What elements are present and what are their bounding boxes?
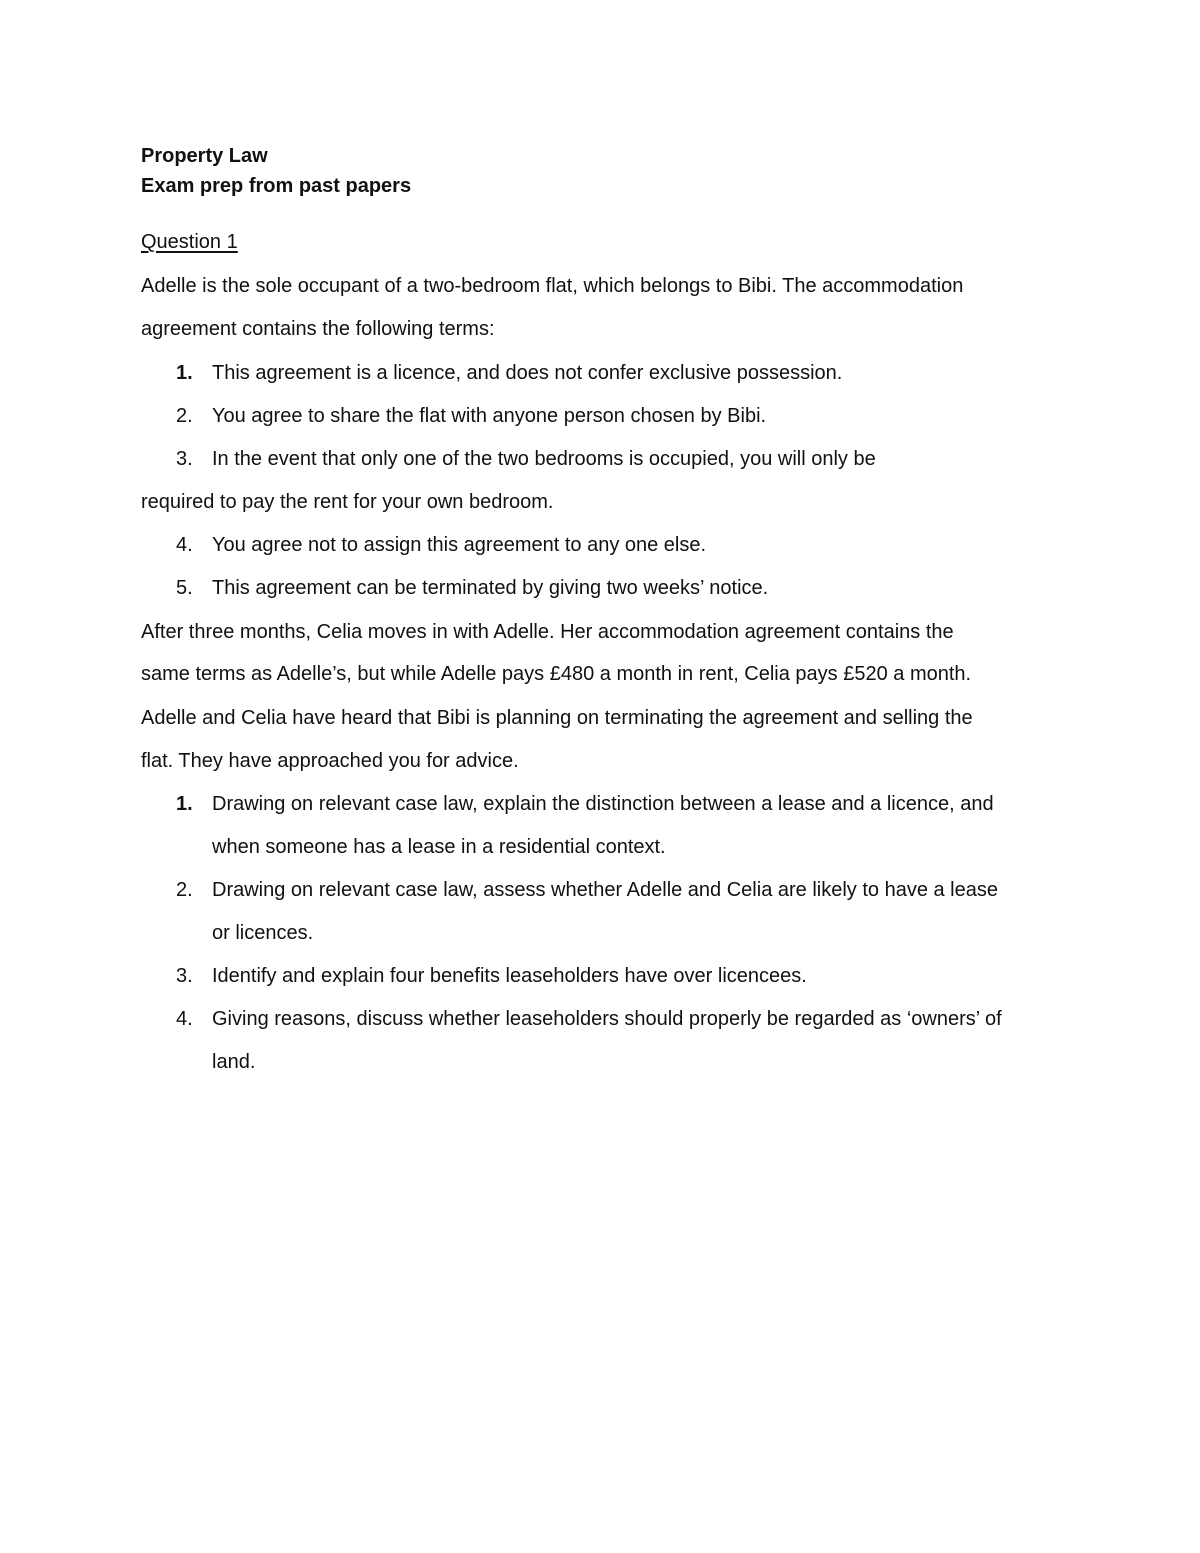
list-item-text-continued: when someone has a lease in a residential context. — [212, 836, 666, 858]
document-title: Property Law — [141, 145, 268, 167]
list-item-text-continued: or licences. — [212, 922, 314, 944]
narrative-line: flat. They have approached you for advice. — [141, 750, 519, 772]
list-item-text-continued: required to pay the rent for your own bedroom. — [141, 491, 554, 513]
list-item-text: This agreement can be terminated by giving two weeks’ notice. — [212, 577, 769, 599]
list-item-text: You agree to share the flat with anyone person chosen by Bibi. — [212, 405, 767, 427]
narrative-line: After three months, Celia moves in with Adelle. Her accommodation agreement contains the — [141, 621, 954, 643]
list-item-text-continued: land. — [212, 1051, 256, 1073]
list-number: 4. — [176, 1008, 193, 1030]
document-subtitle: Exam prep from past papers — [141, 175, 412, 197]
narrative-line: same terms as Adelle’s, but while Adelle pays £480 a month in rent, Celia pays £520 a month. — [141, 663, 972, 685]
list-item-text: In the event that only one of the two bedrooms is occupied, you will only be — [212, 448, 876, 470]
question-heading: Question 1 — [141, 231, 238, 253]
list-number: 5. — [176, 577, 193, 599]
list-number: 3. — [176, 965, 193, 987]
list-item-text: Drawing on relevant case law, assess whether Adelle and Celia are likely to have a lease — [212, 879, 998, 901]
list-number: 2. — [176, 879, 193, 901]
list-number: 1. — [176, 793, 193, 815]
list-number: 3. — [176, 448, 193, 470]
list-item-text: You agree not to assign this agreement to any one else. — [212, 534, 707, 556]
intro-paragraph-line: Adelle is the sole occupant of a two-bedroom flat, which belongs to Bibi. The accommodation — [141, 275, 964, 297]
narrative-line: Adelle and Celia have heard that Bibi is planning on terminating the agreement and selling the — [141, 707, 973, 729]
list-number: 4. — [176, 534, 193, 556]
list-item-text: Identify and explain four benefits leaseholders have over licencees. — [212, 965, 807, 987]
intro-paragraph-line: agreement contains the following terms: — [141, 318, 495, 340]
list-item-text: Drawing on relevant case law, explain the distinction between a lease and a licence, and — [212, 793, 994, 815]
list-item-text: Giving reasons, discuss whether leaseholders should properly be regarded as ‘owners’ of — [212, 1008, 1002, 1030]
list-number: 1. — [176, 362, 193, 384]
list-item-text: This agreement is a licence, and does not confer exclusive possession. — [212, 362, 843, 384]
list-number: 2. — [176, 405, 193, 427]
